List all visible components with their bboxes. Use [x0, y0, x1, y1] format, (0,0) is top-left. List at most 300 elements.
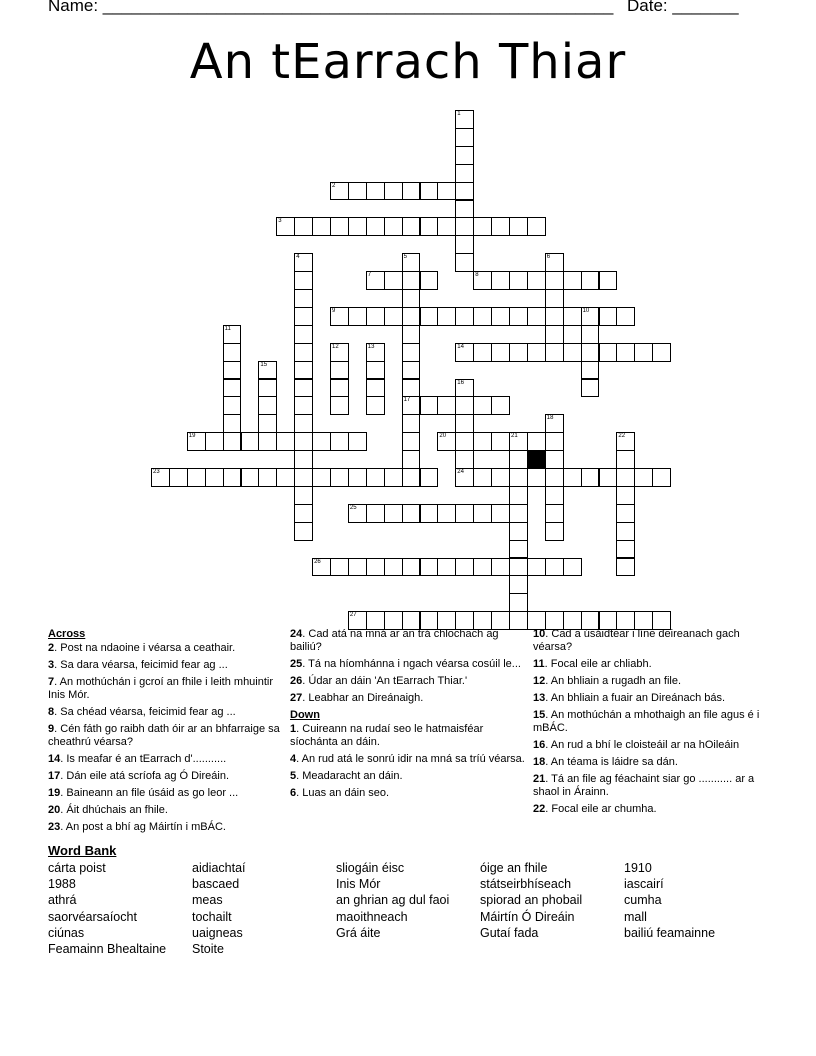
grid-cell[interactable]: [437, 504, 456, 523]
grid-cell[interactable]: [402, 253, 421, 272]
grid-cell[interactable]: [402, 396, 421, 415]
name-field-label[interactable]: Name: ______________________________________________________: [48, 0, 614, 15]
clue-text: Sa dara véarsa, feicimid fear ag ...: [60, 659, 228, 671]
clue-number: 16: [533, 739, 546, 751]
grid-cell[interactable]: [420, 468, 439, 487]
grid-cell[interactable]: [455, 379, 474, 398]
grid-cell[interactable]: [330, 558, 349, 577]
grid-cell[interactable]: [491, 307, 510, 326]
grid-cell[interactable]: [473, 558, 492, 577]
grid-cell[interactable]: [455, 253, 474, 272]
grid-cell[interactable]: [491, 271, 510, 290]
clue-number: 15: [260, 361, 268, 368]
grid-cell[interactable]: [527, 307, 546, 326]
grid-cell[interactable]: [473, 432, 492, 451]
grid-cell[interactable]: [330, 361, 349, 380]
clue-text: An mothúchán i gcroí an fhile i leith mhuintir Inis Mór.: [48, 676, 274, 701]
grid-cell[interactable]: [294, 486, 313, 505]
clue-text: An mothúchán a mhothaigh an file agus é i mBÁC.: [533, 709, 760, 734]
clue-number-dot: .: [296, 787, 303, 799]
grid-cell[interactable]: [509, 558, 528, 577]
grid-cell[interactable]: [473, 343, 492, 362]
grid-cell[interactable]: [330, 468, 349, 487]
grid-cell[interactable]: [384, 504, 403, 523]
grid-cell[interactable]: [402, 361, 421, 380]
clue-number: 23: [48, 821, 61, 833]
across-clue-2: [48, 642, 288, 655]
grid-cell[interactable]: [330, 343, 349, 362]
grid-cell[interactable]: [509, 217, 528, 236]
clue-number: 15: [533, 709, 546, 721]
grid-cell[interactable]: [509, 307, 528, 326]
grid-cell[interactable]: [241, 432, 260, 451]
word-bank-item: uaigneas: [192, 925, 243, 940]
word-bank-item: aidiachtaí: [192, 861, 246, 875]
grid-cell[interactable]: [437, 217, 456, 236]
grid-cell[interactable]: [527, 558, 546, 577]
grid-cell[interactable]: [545, 432, 564, 451]
word-bank-column: [624, 860, 715, 941]
grid-cell[interactable]: [473, 307, 492, 326]
grid-cell[interactable]: [599, 343, 618, 362]
clue-number: 11: [533, 658, 545, 670]
clue-number: 25: [349, 504, 357, 511]
down-heading: Down: [290, 709, 320, 721]
grid-cell[interactable]: [509, 522, 528, 541]
grid-cell[interactable]: [420, 271, 439, 290]
grid-cell[interactable]: [420, 182, 439, 201]
clue-text: Luas an dáin seo.: [302, 787, 390, 799]
grid-cell[interactable]: [294, 414, 313, 433]
clue-text: Focal eile ar chumha.: [551, 803, 657, 815]
grid-cell[interactable]: [205, 468, 224, 487]
grid-cell[interactable]: [348, 504, 367, 523]
grid-cell[interactable]: [366, 271, 385, 290]
grid-cell[interactable]: [402, 414, 421, 433]
grid-cell[interactable]: [545, 468, 564, 487]
grid-cell[interactable]: [294, 522, 313, 541]
across-clue-3: [48, 659, 288, 672]
word-bank-item: státseirbhíseach: [480, 877, 572, 892]
grid-cell[interactable]: [616, 540, 635, 559]
clues-column-1: [48, 628, 288, 838]
word-bank-item: maoithneach: [336, 909, 408, 924]
grid-cell[interactable]: [276, 217, 295, 236]
grid-cell[interactable]: [294, 450, 313, 469]
grid-cell[interactable]: [545, 414, 564, 433]
word-bank-item: an ghrian ag dul faoi: [336, 893, 450, 908]
grid-cell[interactable]: [455, 217, 474, 236]
clue-number-dot: .: [302, 628, 309, 640]
grid-cell[interactable]: [545, 253, 564, 272]
clue-number: 3: [278, 218, 282, 225]
grid-cell[interactable]: [455, 164, 474, 183]
grid-cell[interactable]: [527, 343, 546, 362]
grid-cell[interactable]: [420, 558, 439, 577]
grid-cell[interactable]: [223, 343, 242, 362]
grid-cell[interactable]: [581, 325, 600, 344]
clue-number: 3: [48, 659, 55, 671]
clue-text: Post na ndaoine i véarsa a ceathair.: [60, 642, 236, 654]
grid-cell[interactable]: [616, 504, 635, 523]
grid-cell[interactable]: [223, 414, 242, 433]
grid-cell[interactable]: [473, 217, 492, 236]
clue-number: 11: [224, 325, 231, 332]
grid-cell[interactable]: [616, 450, 635, 469]
grid-cell[interactable]: [348, 182, 367, 201]
grid-cell[interactable]: [545, 307, 564, 326]
grid-cell[interactable]: [509, 575, 528, 594]
grid-cell[interactable]: [581, 361, 600, 380]
grid-cell[interactable]: [366, 343, 385, 362]
grid-cell[interactable]: [455, 200, 474, 219]
grid-cell[interactable]: [616, 343, 635, 362]
grid-cell[interactable]: [455, 307, 474, 326]
grid-cell[interactable]: [348, 307, 367, 326]
grid-cell[interactable]: [294, 271, 313, 290]
word-bank-item: ciúnas: [48, 925, 85, 940]
grid-cell[interactable]: [223, 468, 242, 487]
down-clue-16: [533, 739, 773, 752]
grid-cell[interactable]: [294, 325, 313, 344]
grid-cell[interactable]: [402, 182, 421, 201]
grid-cell[interactable]: [545, 522, 564, 541]
grid-cell[interactable]: [258, 414, 277, 433]
down-clue-6: [290, 787, 530, 800]
grid-cell[interactable]: [294, 468, 313, 487]
grid-cell[interactable]: [455, 504, 474, 523]
grid-cell[interactable]: [599, 307, 618, 326]
grid-cell[interactable]: [294, 289, 313, 308]
grid-cell[interactable]: [151, 468, 170, 487]
clue-number: 20: [48, 804, 61, 816]
grid-cell[interactable]: [545, 271, 564, 290]
down-clue-22: [533, 803, 773, 816]
down-clue-4: [290, 753, 530, 766]
grid-cell[interactable]: [276, 432, 295, 451]
across-clue-8: [48, 706, 288, 719]
grid-cell[interactable]: [384, 271, 403, 290]
grid-cell[interactable]: [330, 307, 349, 326]
grid-cell[interactable]: [455, 396, 474, 415]
grid-cell[interactable]: [241, 468, 260, 487]
clue-text: An téama is láidre sa dán.: [550, 756, 678, 768]
grid-cell[interactable]: [581, 468, 600, 487]
across-clue-24: [290, 628, 530, 654]
clue-number-dot: .: [544, 658, 551, 670]
grid-cell[interactable]: [402, 307, 421, 326]
clue-number: 20: [439, 433, 447, 440]
down-clue-13: [533, 692, 773, 705]
grid-cell[interactable]: [258, 468, 277, 487]
grid-cell[interactable]: [616, 558, 635, 577]
grid-cell[interactable]: [437, 396, 456, 415]
clue-number: 27: [349, 612, 357, 619]
grid-cell[interactable]: [258, 379, 277, 398]
clue-number-dot: .: [545, 628, 552, 640]
clue-number-dot: .: [545, 773, 552, 785]
grid-cell[interactable]: [634, 343, 653, 362]
grid-cell[interactable]: [348, 558, 367, 577]
grid-cell[interactable]: [509, 271, 528, 290]
grid-cell[interactable]: [545, 289, 564, 308]
grid-cell[interactable]: [330, 379, 349, 398]
grid-cell[interactable]: [509, 504, 528, 523]
grid-cell[interactable]: [527, 432, 546, 451]
grid-cell[interactable]: [581, 343, 600, 362]
grid-cell[interactable]: [616, 307, 635, 326]
grid-cell[interactable]: [437, 307, 456, 326]
word-bank-item: cárta poist: [48, 861, 106, 875]
grid-cell[interactable]: [420, 307, 439, 326]
clue-number: 10: [533, 628, 546, 640]
grid-cell[interactable]: [581, 271, 600, 290]
grid-cell[interactable]: [402, 450, 421, 469]
grid-cell[interactable]: [473, 396, 492, 415]
grid-cell[interactable]: [402, 343, 421, 362]
clue-number: 14: [48, 753, 61, 765]
grid-cell[interactable]: [330, 182, 349, 201]
grid-cell[interactable]: [634, 468, 653, 487]
clue-number: 1: [290, 723, 297, 735]
grid-cell[interactable]: [294, 253, 313, 272]
down-clue-11: [533, 658, 773, 671]
grid-cell[interactable]: [527, 468, 546, 487]
grid-cell[interactable]: [473, 271, 492, 290]
clue-number: 24: [457, 469, 464, 475]
grid-cell[interactable]: [563, 558, 582, 577]
grid-cell[interactable]: [223, 432, 242, 451]
grid-cell[interactable]: [402, 289, 421, 308]
grid-cell[interactable]: [616, 522, 635, 541]
across-heading: Across: [48, 628, 86, 640]
grid-cell[interactable]: [563, 343, 582, 362]
grid-cell[interactable]: [473, 468, 492, 487]
clue-number: 4: [290, 753, 297, 765]
grid-cell[interactable]: [491, 217, 510, 236]
grid-cell[interactable]: [455, 146, 474, 165]
grid-cell[interactable]: [187, 468, 206, 487]
grid-cell[interactable]: [294, 432, 313, 451]
clue-number: 24: [290, 628, 303, 640]
grid-cell[interactable]: [330, 396, 349, 415]
grid-cell[interactable]: [294, 307, 313, 326]
grid-cell[interactable]: [330, 217, 349, 236]
clue-number: 26: [314, 558, 321, 565]
grid-cell[interactable]: [384, 182, 403, 201]
grid-cell[interactable]: [223, 396, 242, 415]
clue-number-dot: .: [302, 692, 309, 704]
grid-cell[interactable]: [402, 504, 421, 523]
clue-text: Focal eile ar chliabh.: [550, 658, 652, 670]
grid-cell[interactable]: [509, 468, 528, 487]
grid-cell[interactable]: [581, 379, 600, 398]
word-bank-item: Feamainn Bhealtaine: [48, 942, 167, 957]
grid-cell[interactable]: [384, 217, 403, 236]
grid-cell[interactable]: [599, 468, 618, 487]
grid-cell[interactable]: [402, 468, 421, 487]
grid-cell[interactable]: [563, 307, 582, 326]
grid-cell[interactable]: [509, 450, 528, 469]
grid-cell[interactable]: [509, 343, 528, 362]
grid-cell[interactable]: [509, 540, 528, 559]
grid-cell[interactable]: [437, 558, 456, 577]
grid-cell[interactable]: [169, 468, 188, 487]
grid-cell[interactable]: [652, 343, 671, 362]
word-bank-item: Gutaí fada: [480, 925, 539, 940]
grid-cell[interactable]: [455, 235, 474, 254]
grid-cell[interactable]: [294, 396, 313, 415]
down-clue-5: [290, 770, 530, 783]
grid-cell[interactable]: [491, 432, 510, 451]
grid-cell[interactable]: [437, 182, 456, 201]
grid-cell[interactable]: [223, 361, 242, 380]
grid-cell[interactable]: [366, 558, 385, 577]
grid-cell[interactable]: [563, 271, 582, 290]
clue-number: 7: [367, 272, 372, 279]
grid-cell[interactable]: [312, 468, 331, 487]
grid-cell[interactable]: [545, 504, 564, 523]
grid-cell[interactable]: [545, 343, 564, 362]
clue-number-dot: .: [54, 723, 61, 735]
clue-number: 8: [48, 706, 55, 718]
grid-cell[interactable]: [312, 217, 331, 236]
clue-number-dot: .: [302, 675, 309, 687]
grid-cell[interactable]: [455, 468, 474, 487]
clue-number: 16: [457, 379, 464, 386]
grid-cell[interactable]: [545, 486, 564, 505]
grid-cell[interactable]: [402, 271, 421, 290]
word-bank-item: bascaed: [192, 877, 240, 892]
grid-cell[interactable]: [366, 307, 385, 326]
grid-cell[interactable]: [402, 432, 421, 451]
word-bank-item: óige an fhile: [480, 861, 548, 875]
grid-cell[interactable]: [402, 558, 421, 577]
grid-cell[interactable]: [276, 468, 295, 487]
date-field-label[interactable]: Date: _______: [627, 0, 739, 15]
clue-number: 18: [533, 756, 546, 768]
grid-cell[interactable]: [366, 217, 385, 236]
grid-cell[interactable]: [527, 217, 546, 236]
clue-number: 13: [533, 692, 546, 704]
grid-cell[interactable]: [455, 110, 474, 129]
grid-cell[interactable]: [294, 379, 313, 398]
grid-cell[interactable]: [312, 558, 331, 577]
grid-cell[interactable]: [384, 558, 403, 577]
grid-cell[interactable]: [187, 432, 206, 451]
clue-text: Meadaracht an dáin.: [302, 770, 403, 782]
grid-cell[interactable]: [599, 271, 618, 290]
grid-cell[interactable]: [563, 468, 582, 487]
grid-cell[interactable]: [491, 343, 510, 362]
clue-number: 7: [48, 676, 55, 688]
grid-cell[interactable]: [366, 468, 385, 487]
clue-text: Is meafar é an tEarrach d'...........: [66, 753, 227, 765]
clue-number: 27: [290, 692, 303, 704]
grid-cell[interactable]: [384, 468, 403, 487]
clue-number: 9: [332, 307, 336, 314]
grid-cell[interactable]: [491, 558, 510, 577]
grid-cell[interactable]: [509, 486, 528, 505]
grid-cell[interactable]: [258, 361, 277, 380]
grid-cell[interactable]: [223, 379, 242, 398]
grid-cell[interactable]: [294, 217, 313, 236]
grid-cell[interactable]: [294, 361, 313, 380]
grid-cell[interactable]: [581, 307, 600, 326]
grid-cell[interactable]: [420, 396, 439, 415]
grid-cell[interactable]: [455, 182, 474, 201]
grid-cell[interactable]: [312, 432, 331, 451]
grid-cell[interactable]: [223, 325, 242, 344]
grid-cell[interactable]: [330, 432, 349, 451]
grid-cell[interactable]: [652, 468, 671, 487]
grid-cell[interactable]: [366, 504, 385, 523]
grid-cell[interactable]: [258, 432, 277, 451]
clue-number: 1: [457, 111, 461, 117]
grid-cell[interactable]: [491, 468, 510, 487]
grid-cell[interactable]: [366, 182, 385, 201]
grid-cell[interactable]: [527, 271, 546, 290]
grid-cell[interactable]: [491, 504, 510, 523]
clue-number-dot: .: [54, 659, 61, 671]
grid-cell[interactable]: [455, 414, 474, 433]
grid-cell[interactable]: [294, 504, 313, 523]
clue-text: An rud a bhí le cloisteáil ar na hOileáin: [550, 739, 740, 751]
grid-cell[interactable]: [545, 325, 564, 344]
grid-cell[interactable]: [545, 450, 564, 469]
grid-cell[interactable]: [348, 432, 367, 451]
grid-cell[interactable]: [616, 486, 635, 505]
grid-cell[interactable]: [545, 558, 564, 577]
grid-cell[interactable]: [616, 432, 635, 451]
grid-cell[interactable]: [348, 217, 367, 236]
grid-cell[interactable]: [294, 343, 313, 362]
grid-cell[interactable]: [420, 504, 439, 523]
grid-cell[interactable]: [366, 361, 385, 380]
grid-cell[interactable]: [348, 468, 367, 487]
clue-number: 18: [546, 415, 554, 422]
grid-cell[interactable]: [491, 396, 510, 415]
grid-cell[interactable]: [402, 325, 421, 344]
grid-cell[interactable]: [455, 128, 474, 147]
across-clue-27: [290, 692, 530, 705]
clue-text: Baineann an file úsáid as go leor ...: [66, 787, 239, 799]
grid-cell[interactable]: [473, 504, 492, 523]
word-bank-item: spiorad an phobail: [480, 893, 583, 908]
grid-cell[interactable]: [455, 432, 474, 451]
grid-cell[interactable]: [509, 593, 528, 612]
grid-cell[interactable]: [509, 432, 528, 451]
word-bank-item: Stoite: [192, 942, 224, 957]
grid-cell[interactable]: [366, 396, 385, 415]
clue-number: 22: [618, 433, 626, 440]
clue-text: Cén fáth go raibh dath óir ar an bhfarraige sa cheathrú véarsa?: [48, 723, 280, 748]
grid-cell[interactable]: [437, 432, 456, 451]
grid-cell[interactable]: [402, 217, 421, 236]
grid-cell[interactable]: [205, 432, 224, 451]
grid-cell[interactable]: [616, 468, 635, 487]
clue-number-dot: .: [60, 753, 67, 765]
grid-cell[interactable]: [366, 379, 385, 398]
grid-cell[interactable]: [402, 379, 421, 398]
grid-cell[interactable]: [384, 307, 403, 326]
grid-cell[interactable]: [420, 217, 439, 236]
grid-cell[interactable]: [455, 450, 474, 469]
word-bank-item: cumha: [624, 893, 662, 908]
grid-cell[interactable]: [258, 396, 277, 415]
grid-cell[interactable]: [455, 558, 474, 577]
grid-cell[interactable]: [455, 343, 474, 362]
